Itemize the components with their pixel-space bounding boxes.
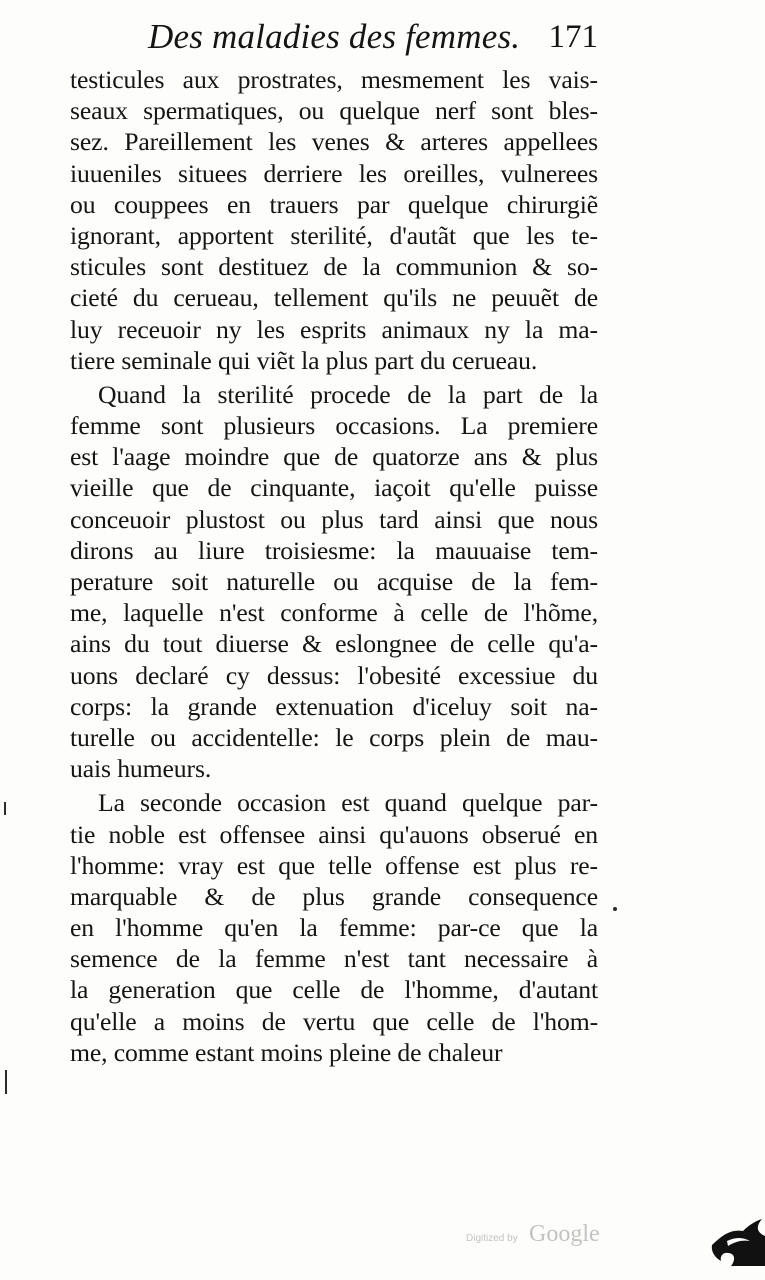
text-line: ains du tout diuerse & eslongnee de celle qu'a- [70, 629, 598, 659]
text-line: la generation que celle de l'homme, d'autant [70, 975, 598, 1005]
text-line: dirons au liure troisiesme: la mauuaise tem- [70, 535, 598, 565]
text-line: conceuoir plustost ou plus tard ainsi que nous [70, 504, 598, 534]
corner-ink-blot-icon [707, 1210, 765, 1266]
text-line: me, comme estant moins pleine de chaleur [70, 1037, 503, 1067]
running-header [148, 14, 598, 60]
paragraph-3 [70, 787, 598, 1068]
text-line: est l'aage moindre que de quatorze ans & plus [70, 442, 598, 472]
text-line: Quand la sterilité procede de la part de la [98, 379, 598, 409]
text-line: corps: la grande extenuation d'iceluy soit na- [70, 691, 598, 721]
page-number: 171 [548, 19, 598, 55]
text-line: turelle ou accidentelle: le corps plein de mau- [70, 722, 598, 752]
text-line: La seconde occasion est quand quelque par- [98, 788, 598, 818]
text-line: ignorant, apportent sterilité, d'autãt que les te- [70, 220, 598, 250]
text-line: perature soit naturelle ou acquise de la fem- [70, 567, 598, 596]
text-line: cieté du cerueau, tellement qu'ils ne peuuẽt de [70, 283, 598, 313]
text-line: seaux spermatiques, ou quelque nerf sont bles- [70, 96, 598, 126]
digitization-watermark [466, 1221, 626, 1251]
margin-stain-mark [4, 802, 6, 815]
digitizer-brand: Google [529, 1221, 600, 1247]
text-line: testicules aux prostrates, mesmement les vais- [70, 65, 598, 94]
text-line: marquable & de plus grande consequence [70, 881, 598, 911]
text-line: luy receuoir ny les esprits animaux ny la ma- [70, 314, 598, 344]
text-line: sez. Pareillement les venes & arteres appellees [70, 127, 598, 157]
paragraph-2 [70, 379, 598, 784]
paragraph-1 [70, 64, 598, 376]
text-line: tie noble est offensee ainsi qu'auons obserué en [70, 819, 598, 849]
text-line: iuueniles situees derriere les oreilles, vulnerees [70, 158, 598, 188]
margin-stain-mark [5, 1070, 7, 1094]
digitized-label: Digitized by [466, 1233, 518, 1244]
text-line: l'homme: vray est que telle offense est plus re- [70, 850, 598, 880]
text-line: me, laquelle n'est conforme à celle de l'hõme, [70, 598, 598, 628]
margin-dot-mark [613, 907, 617, 911]
text-line: sticules sont destituez de la communion & so- [70, 252, 598, 282]
text-line: semence de la femme n'est tant necessaire à [70, 944, 598, 974]
text-line: femme sont plusieurs occasions. La premiere [70, 411, 598, 441]
text-line: vieille que de cinquante, iaçoit qu'elle puisse [70, 473, 598, 503]
running-title: Des maladies des femmes. [148, 17, 521, 56]
text-line: uons declaré cy dessus: l'obesité excessiue du [70, 660, 598, 690]
text-line: qu'elle a moins de vertu que celle de l'hom- [70, 1006, 598, 1036]
text-line: en l'homme qu'en la femme: par-ce que la [70, 913, 598, 943]
book-body-text [70, 64, 598, 1068]
text-line: tiere seminale qui viẽt la plus part du cerueau. [70, 345, 538, 375]
text-line: ou couppees en trauers par quelque chirurgiẽ [70, 189, 598, 219]
text-line: uais humeurs. [70, 754, 212, 784]
